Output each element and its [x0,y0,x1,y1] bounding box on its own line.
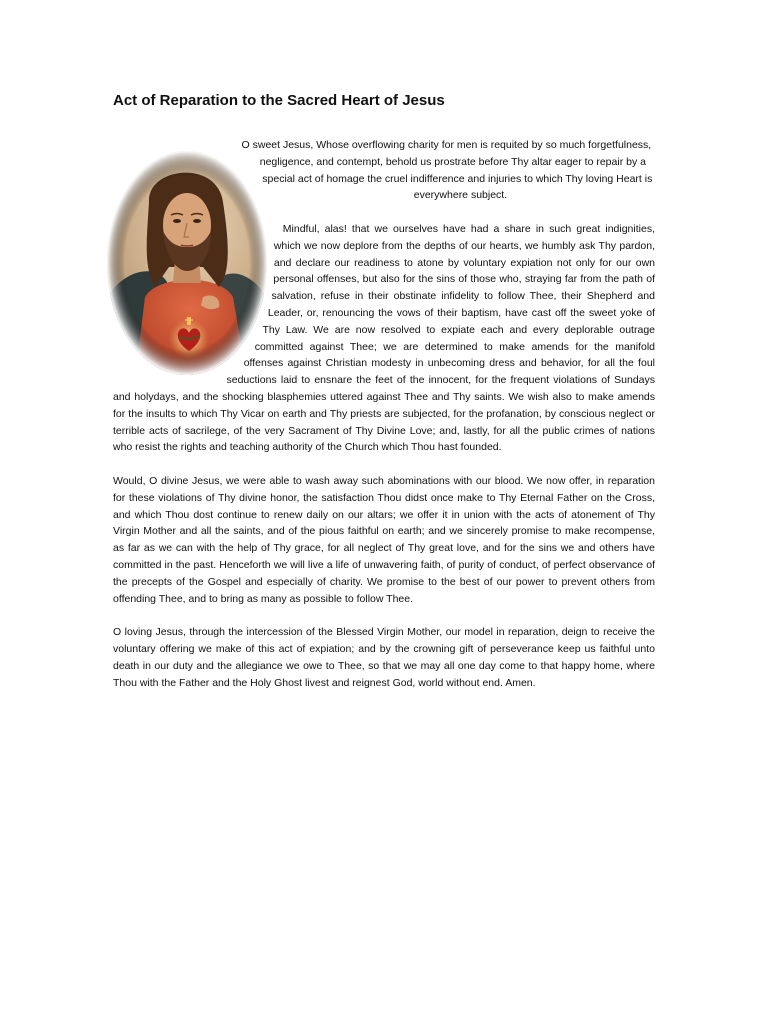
prayer-body [113,137,655,708]
paragraph-opening: O sweet Jesus, Whose overflowing charity for men is requited by so much forgetfulness, negligence, and contempt, behold us prostrate before Thy altar eager to repair by a special act of homage the cruel indifference and injuries to which Thy loving Heart is everywhere subject. [241,139,653,202]
paragraph-would: Would, O divine Jesus, we were able to wash away such abominations with our blood. We now offer, in reparation for these violations of Thy divine honor, the satisfaction Thou didst once make to Thy Eternal Father on the Cross, and which Thou dost continue to renew daily on our altars; we offer it in union with the acts of atonement of Thy Virgin Mother and all the saints, and of the pious faithful on earth; and we sincerely promise to make recompense, as far as we can with the help of Thy grace, for all neglect of Thy great love, and for the sins we and others have committed in the past. Henceforth we will live a life of unwavering faith, of purity of conduct, of perfect observance of the precepts of the Gospel and especially of charity. We promise to the best of our power to prevent others from offending Thee, and to bring as many as possible to follow Thee. [113,474,655,605]
paragraph-mindful: Mindful, alas! that we ourselves have had a share in such great indignities, which we now deplore from the depths of our hearts, we humbly ask Thy pardon, and declare our readiness to atone by voluntary expiation not only for our own personal offenses, but also for the sins of those who, straying far from the path of salvation, refuse in their obstinate infidelity to follow Thee, their Shepherd and Leader, or, renouncing the vows of their baptism, have cast off the sweet yoke of Thy Law. We are now resolved to expiate each and every deplorable outrage committed against Thee; we are determined to make amends for the manifold offenses against Christian modesty in unbecoming dress and behavior, for all the foul seductions laid to ensnare the feet of the innocent, for the frequent violations of Sundays and holydays, and the shocking blasphemies uttered against Thee and Thy saints. We wish also to make amends for the insults to which Thy Vicar on earth and Thy priests are subjected, for the profanation, by conscious neglect or terrible acts of sacrilege, of the very Sacrament of Thy Divine Love; and, lastly, for all the public crimes of nations who resist the rights and teaching authority of the Church which Thou hast founded. [113,222,655,454]
paragraph-closing: O loving Jesus, through the intercession of the Blessed Virgin Mother, our model in reparation, deign to receive the voluntary offering we make of this act of expiation; and by the crowning gift of perseverance keep us faithful unto death in our duty and the allegiance we owe to Thee, so that we may all one day come to that happy home, where Thou with the Father and the Holy Ghost livest and reignest God, world without end. Amen. [113,626,655,689]
page-title: Act of Reparation to the Sacred Heart of Jesus [113,92,445,109]
